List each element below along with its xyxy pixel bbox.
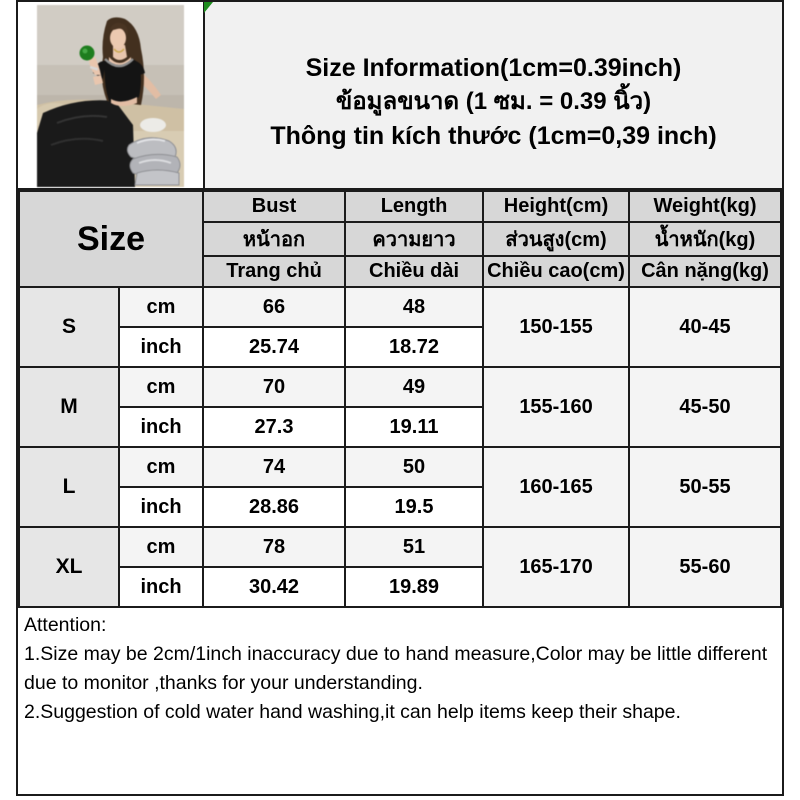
m-bust-cm: 70 <box>203 367 345 407</box>
size-label-s: S <box>19 287 119 367</box>
weight-header-vi: Cân nặng(kg) <box>629 256 781 287</box>
s-weight: 40-45 <box>629 287 781 367</box>
header-section <box>18 2 782 190</box>
bust-header-th: หน้าอก <box>203 222 345 256</box>
unit-inch: inch <box>119 327 203 367</box>
unit-cm: cm <box>119 447 203 487</box>
size-label-m: M <box>19 367 119 447</box>
unit-cm: cm <box>119 367 203 407</box>
title-vietnamese: Thông tin kích thước (1cm=0,39 inch) <box>270 122 717 150</box>
xl-weight: 55-60 <box>629 527 781 607</box>
weight-header-en: Weight(kg) <box>629 191 781 222</box>
green-corner-accent <box>204 2 213 13</box>
table-row <box>19 447 781 487</box>
height-header-vi: Chiều cao(cm) <box>483 256 629 287</box>
unit-inch: inch <box>119 407 203 447</box>
length-header-th: ความยาว <box>345 222 483 256</box>
m-length-inch: 19.11 <box>345 407 483 447</box>
size-table <box>18 190 782 608</box>
l-weight: 50-55 <box>629 447 781 527</box>
xl-bust-inch: 30.42 <box>203 567 345 607</box>
xl-height: 165-170 <box>483 527 629 607</box>
m-weight: 45-50 <box>629 367 781 447</box>
l-length-cm: 50 <box>345 447 483 487</box>
l-height: 160-165 <box>483 447 629 527</box>
header-row-english <box>19 191 781 222</box>
xl-bust-cm: 78 <box>203 527 345 567</box>
product-photo <box>18 2 205 188</box>
s-bust-cm: 66 <box>203 287 345 327</box>
height-header-en: Height(cm) <box>483 191 629 222</box>
m-bust-inch: 27.3 <box>203 407 345 447</box>
unit-cm: cm <box>119 287 203 327</box>
attention-heading: Attention: <box>24 614 107 636</box>
s-length-cm: 48 <box>345 287 483 327</box>
unit-inch: inch <box>119 567 203 607</box>
size-label-xl: XL <box>19 527 119 607</box>
length-header-vi: Chiều dài <box>345 256 483 287</box>
table-row <box>19 287 781 327</box>
xl-length-cm: 51 <box>345 527 483 567</box>
size-chart-card <box>16 0 784 796</box>
weight-header-th: น้ำหนัก(kg) <box>629 222 781 256</box>
size-column-header: Size <box>19 191 203 287</box>
attention-note-1: 1.Size may be 2cm/1inch inaccuracy due to hand measure,Color may be little different due to monitor ,thanks for your understanding. <box>24 643 768 694</box>
s-bust-inch: 25.74 <box>203 327 345 367</box>
unit-cm: cm <box>119 527 203 567</box>
l-length-inch: 19.5 <box>345 487 483 527</box>
s-length-inch: 18.72 <box>345 327 483 367</box>
size-label-l: L <box>19 447 119 527</box>
table-row <box>19 527 781 567</box>
attention-note-2: 2.Suggestion of cold water hand washing,it can help items keep their shape. <box>24 701 681 723</box>
l-bust-cm: 74 <box>203 447 345 487</box>
table-row <box>19 367 781 407</box>
attention-section <box>18 608 782 794</box>
title-thai: ข้อมูลขนาด (1 ซม. = 0.39 นิ้ว) <box>335 88 652 115</box>
m-length-cm: 49 <box>345 367 483 407</box>
xl-length-inch: 19.89 <box>345 567 483 607</box>
s-height: 150-155 <box>483 287 629 367</box>
l-bust-inch: 28.86 <box>203 487 345 527</box>
bust-header-vi: Trang chủ <box>203 256 345 287</box>
height-header-th: ส่วนสูง(cm) <box>483 222 629 256</box>
title-english: Size Information(1cm=0.39inch) <box>305 54 682 82</box>
title-block <box>205 2 782 188</box>
length-header-en: Length <box>345 191 483 222</box>
unit-inch: inch <box>119 487 203 527</box>
bust-header-en: Bust <box>203 191 345 222</box>
model-photo-illustration <box>37 5 184 187</box>
m-height: 155-160 <box>483 367 629 447</box>
